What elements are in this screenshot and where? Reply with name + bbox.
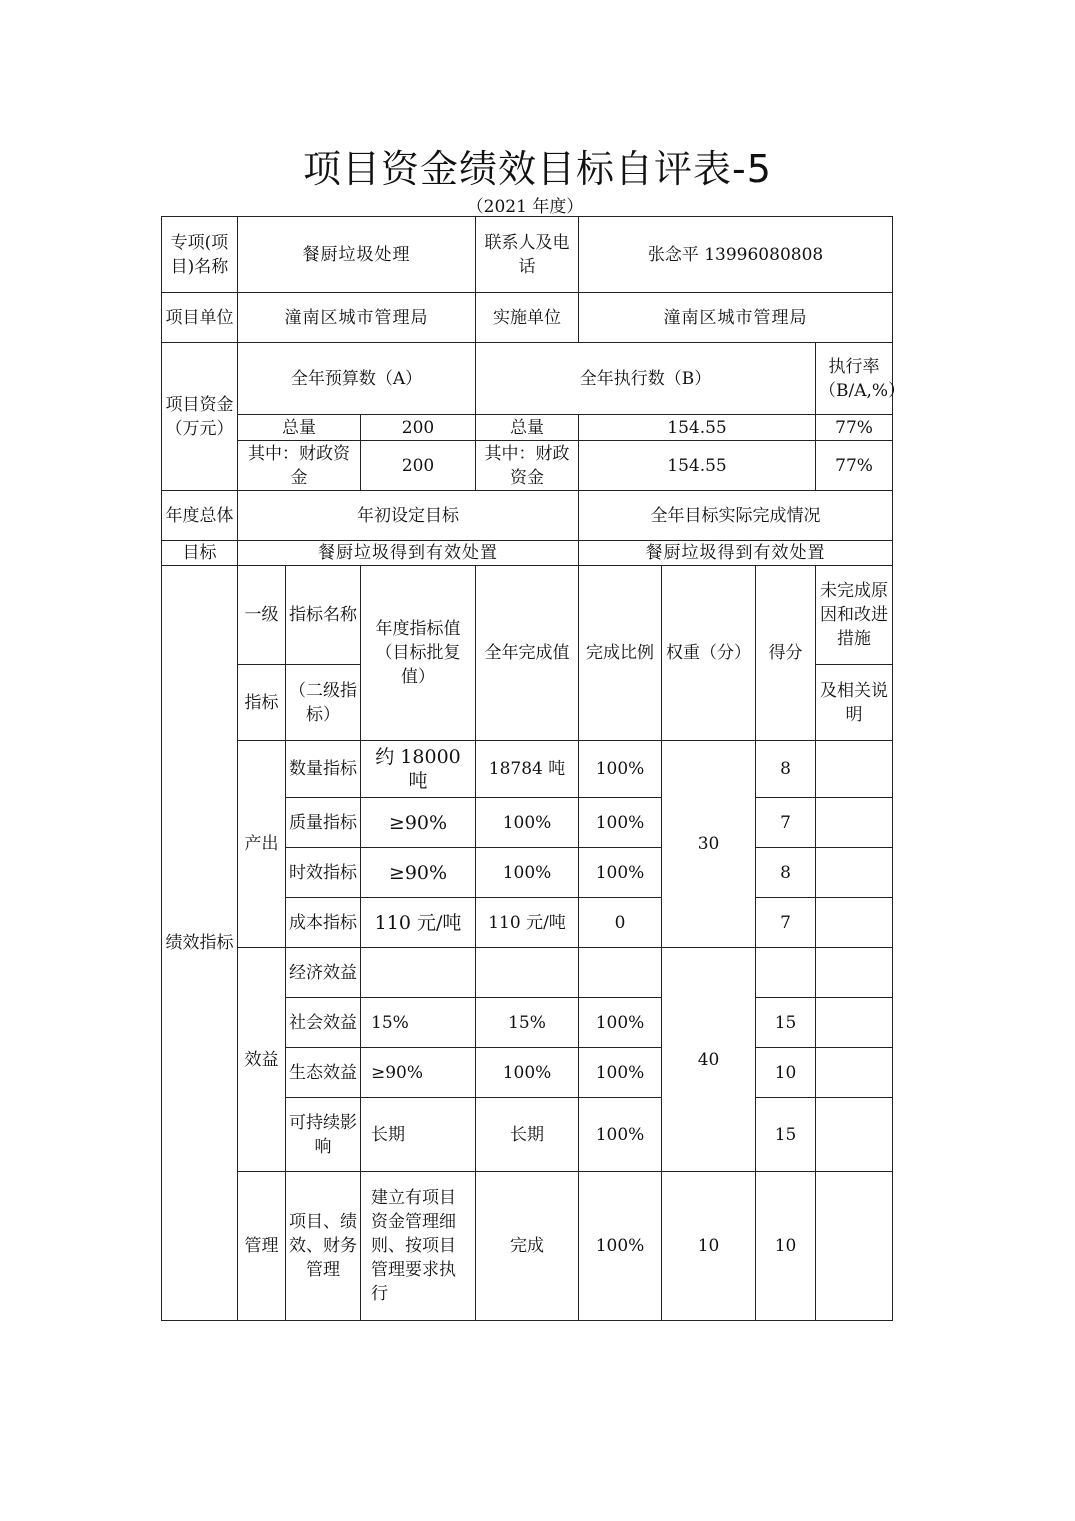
header-actual: 全年完成值 <box>476 566 579 741</box>
indicator-actual: 18784 吨 <box>476 741 579 798</box>
total-budget-label: 总量 <box>238 415 361 441</box>
page-subtitle: （2021 年度） <box>466 197 584 217</box>
output-group-label: 产出 <box>238 741 286 948</box>
indicators-section-label: 绩效指标 <box>162 566 238 1321</box>
evaluation-table <box>161 216 906 1321</box>
header-name-bottom: （二级指标） <box>286 665 361 741</box>
indicator-target: 建立有项目资金管理细则、按项目管理要求执行 <box>361 1172 476 1321</box>
indicator-name: 时效指标 <box>286 848 361 898</box>
indicator-target: 15% <box>361 998 476 1048</box>
indicator-target: 约 18000 吨 <box>361 741 476 798</box>
project-unit-label: 项目单位 <box>162 293 238 343</box>
indicator-ratio: 100% <box>579 1098 662 1172</box>
manage-weight: 10 <box>662 1172 756 1321</box>
output-weight: 30 <box>662 741 756 948</box>
budget-label: 全年预算数（A） <box>238 343 476 415</box>
indicator-score: 10 <box>756 1172 816 1321</box>
goal-actual-label: 全年目标实际完成情况 <box>579 491 893 541</box>
total-exec-label: 总量 <box>476 415 579 441</box>
indicator-ratio: 100% <box>579 741 662 798</box>
goal-actual-value: 餐厨垃圾得到有效处置 <box>579 541 893 566</box>
indicator-score: 8 <box>756 741 816 798</box>
indicator-reason <box>816 1048 893 1098</box>
indicator-name: 可持续影响 <box>286 1098 361 1172</box>
total-rate-value: 77% <box>816 415 893 441</box>
goal-set-value: 餐厨垃圾得到有效处置 <box>238 541 579 566</box>
total-budget-value: 200 <box>361 415 476 441</box>
indicator-target: ≥90% <box>361 848 476 898</box>
fiscal-budget-label: 其中：财政资金 <box>238 441 361 491</box>
indicator-reason <box>816 948 893 998</box>
fiscal-rate-value: 77% <box>816 441 893 491</box>
indicator-ratio <box>579 948 662 998</box>
goal-set-label: 年初设定目标 <box>238 491 579 541</box>
indicator-ratio: 100% <box>579 848 662 898</box>
indicator-ratio: 0 <box>579 898 662 948</box>
indicator-name: 项目、绩效、财务管理 <box>286 1172 361 1321</box>
indicator-actual: 100% <box>476 798 579 848</box>
impl-unit-value: 潼南区城市管理局 <box>579 293 893 343</box>
indicator-ratio: 100% <box>579 998 662 1048</box>
funds-label: 项目资金（万元） <box>162 343 238 491</box>
manage-group-label: 管理 <box>238 1172 286 1321</box>
header-level1-bottom: 指标 <box>238 665 286 741</box>
indicator-target: ≥90% <box>361 1048 476 1098</box>
indicator-reason <box>816 1098 893 1172</box>
indicator-name: 质量指标 <box>286 798 361 848</box>
fiscal-budget-value: 200 <box>361 441 476 491</box>
header-reason-bottom: 及相关说明 <box>816 665 893 741</box>
exec-label: 全年执行数（B） <box>476 343 816 415</box>
indicator-score: 8 <box>756 848 816 898</box>
indicator-actual: 长期 <box>476 1098 579 1172</box>
indicator-reason <box>816 798 893 848</box>
indicator-reason <box>816 848 893 898</box>
indicator-reason <box>816 898 893 948</box>
indicator-score <box>756 948 816 998</box>
project-unit-value: 潼南区城市管理局 <box>238 293 476 343</box>
indicator-score: 10 <box>756 1048 816 1098</box>
indicator-actual: 110 元/吨 <box>476 898 579 948</box>
indicator-actual: 100% <box>476 848 579 898</box>
indicator-reason <box>816 1172 893 1321</box>
project-name-value: 餐厨垃圾处理 <box>238 217 476 293</box>
fiscal-exec-value: 154.55 <box>579 441 816 491</box>
header-ratio: 完成比例 <box>579 566 662 741</box>
indicator-score: 15 <box>756 1098 816 1172</box>
goal-label-bottom: 目标 <box>162 541 238 566</box>
indicator-ratio: 100% <box>579 1172 662 1321</box>
fiscal-exec-label: 其中：财政资金 <box>476 441 579 491</box>
indicator-actual <box>476 948 579 998</box>
rate-label: 执行率（B/A,%） <box>816 343 893 415</box>
indicator-target: 110 元/吨 <box>361 898 476 948</box>
header-target: 年度指标值（目标批复值） <box>361 566 476 741</box>
indicator-name: 生态效益 <box>286 1048 361 1098</box>
indicator-ratio: 100% <box>579 798 662 848</box>
header-name-top: 指标名称 <box>286 566 361 665</box>
indicator-ratio: 100% <box>579 1048 662 1098</box>
header-score: 得分 <box>756 566 816 741</box>
benefit-group-label: 效益 <box>238 948 286 1172</box>
goal-label-top: 年度总体 <box>162 491 238 541</box>
indicator-score: 7 <box>756 798 816 848</box>
indicator-actual: 100% <box>476 1048 579 1098</box>
indicator-actual: 15% <box>476 998 579 1048</box>
indicator-score: 15 <box>756 998 816 1048</box>
indicator-name: 经济效益 <box>286 948 361 998</box>
header-reason-top: 未完成原因和改进措施 <box>816 566 893 665</box>
contact-label: 联系人及电话 <box>476 217 579 293</box>
indicator-name: 社会效益 <box>286 998 361 1048</box>
indicator-score: 7 <box>756 898 816 948</box>
header-weight: 权重（分） <box>662 566 756 741</box>
page-title: 项目资金绩效目标自评表-5 <box>303 147 772 191</box>
impl-unit-label: 实施单位 <box>476 293 579 343</box>
indicator-target: ≥90% <box>361 798 476 848</box>
contact-value: 张念平 13996080808 <box>579 217 893 293</box>
indicator-name: 成本指标 <box>286 898 361 948</box>
indicator-reason <box>816 741 893 798</box>
indicator-actual: 完成 <box>476 1172 579 1321</box>
indicator-target: 长期 <box>361 1098 476 1172</box>
indicator-reason <box>816 998 893 1048</box>
indicator-name: 数量指标 <box>286 741 361 798</box>
project-name-label: 专项(项目)名称 <box>162 217 238 293</box>
total-exec-value: 154.55 <box>579 415 816 441</box>
indicator-target <box>361 948 476 998</box>
header-level1-top: 一级 <box>238 566 286 665</box>
benefit-weight: 40 <box>662 948 756 1172</box>
